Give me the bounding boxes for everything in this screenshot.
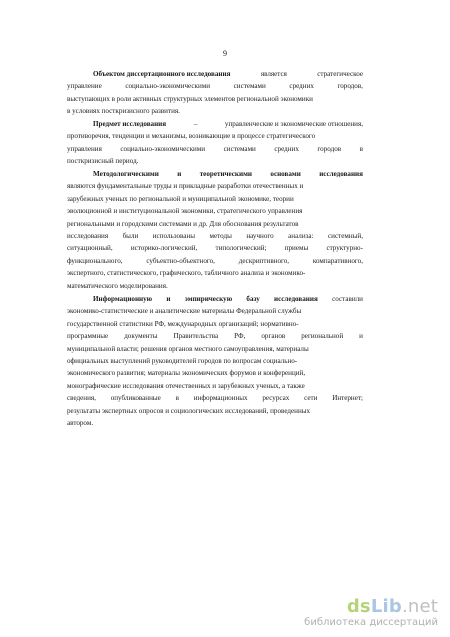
text-line: ситуационный, историко-логический, типологический; приемы структурно- — [67, 244, 363, 253]
text-line: экономико-статистические и аналитические материалы Федеральной службы — [67, 307, 302, 316]
text-line: результаты экспертных опросов и социологических исследований, проведенных — [67, 406, 311, 415]
text-line: сведения, опубликованные в информационных ресурсах сети Интернет; — [67, 394, 363, 403]
text-line: Предмет исследования – управленческие и экономические отношения, — [67, 118, 363, 130]
text-line: региональными и городскими системами и др. Для обоснования результатов — [67, 219, 299, 228]
text-line: противоречия, тенденции и механизмы, возникающие в процессе стратегического — [67, 132, 316, 141]
paragraph-methodology — [67, 168, 363, 292]
paragraph-subject — [67, 118, 363, 168]
text-line: математического моделирования. — [67, 281, 168, 290]
text-line: функционального, субъектно-объектного, дескриптивного, компаративного, — [67, 256, 363, 265]
text-line: Объектом диссертационного исследования является стратегическое — [67, 68, 363, 80]
bold-term: Объектом диссертационного исследования — [93, 70, 231, 78]
text-line: Методологическими и теоретическими основами исследования — [93, 170, 363, 178]
text-line: государственной статистики РФ, международных организаций; нормативно- — [67, 319, 299, 328]
text-line: программные документы Правительства РФ, органов региональной и — [67, 332, 363, 341]
text-line: экспертного, статистического, графического, табличного анализа и экономико- — [67, 269, 306, 278]
text-line: управления социально-экономическими системами средних городов в — [67, 144, 363, 153]
page-number: 9 — [223, 49, 227, 58]
text-line: исследования были использованы методы научного анализа: системный, — [67, 231, 363, 240]
text-line: автором. — [67, 418, 94, 427]
text-line: управление социально-экономическими системами средних городов, — [67, 82, 363, 91]
text-line: эволюционной и институциональной экономики, стратегического управления — [67, 207, 303, 216]
watermark[interactable] — [304, 597, 438, 629]
paragraph-object — [67, 68, 363, 118]
watermark-subtitle: библиотека диссертаций — [304, 617, 438, 628]
text-line: муниципальной власти; решения органов местного самоуправления, материалы — [67, 344, 309, 353]
text-line: экономического развития; материалы экономических форумов и конференций, — [67, 369, 306, 378]
text-line: официальных выступлений руководителей городов по вопросам социально- — [67, 356, 298, 365]
watermark-logo: dsLib.net — [346, 596, 438, 617]
text-line: выступающих в роли активных структурных элементов региональной экономики — [67, 94, 313, 103]
text-line: являются фундаментальные труды и прикладные разработки отечественных и — [67, 182, 304, 191]
text-line: зарубежных ученых по региональной и муниципальной экономике, теории — [67, 194, 294, 203]
paragraph-information-base — [67, 293, 363, 429]
text-line: в условиях посткризисного развития. — [67, 107, 180, 116]
bold-term: Предмет исследования — [93, 120, 167, 128]
text-line: посткризисный период. — [67, 157, 139, 166]
text-line: монографические исследования отечественных и зарубежных ученых, а также — [67, 381, 305, 390]
text-line: Информационную и эмпирическую базу исследования составили — [93, 295, 363, 303]
